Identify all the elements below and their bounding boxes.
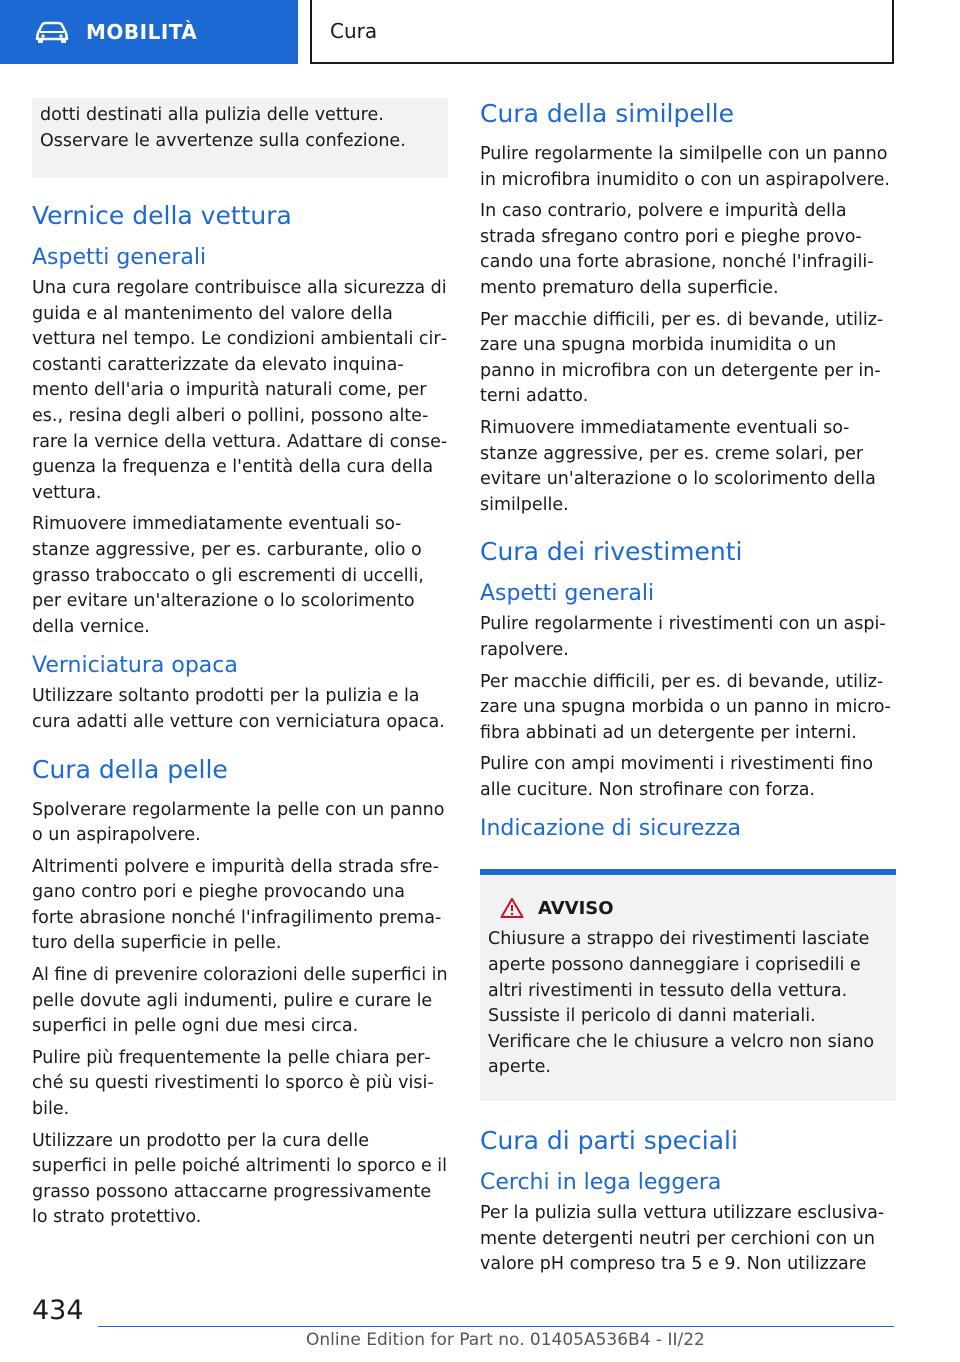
paragraph: Pulire regolarmente i rivestimenti con un aspirapolvere. <box>480 614 886 660</box>
paragraph: Altrimenti polvere e impurità della strada sfregano contro pori e pieghe provocando una forte abrasione nonché l'infragilimento prematuro della superficie in pelle. <box>32 856 442 954</box>
footer-divider <box>98 1326 894 1327</box>
heading-safety: Indicazione di sicurezza <box>480 816 742 842</box>
paragraph: Pulire più frequentemente la pelle chiara perché su questi rivestimenti lo sporco è più visibile. <box>32 1047 434 1120</box>
paragraph: Per macchie difficili, per es. di bevande, utilizzare una spugna morbida o un panno in microfibra abbinati ad un detergente per interni. <box>480 671 891 743</box>
car-icon <box>34 20 70 44</box>
paragraph: Al fine di prevenire colorazioni delle superfici in pelle dovute agli indumenti, pulire e curare le superfici in pelle ogni due mesi circa. <box>32 965 448 1037</box>
heading-faux-leather: Cura della similpelle <box>480 99 734 128</box>
paragraph: Pulire con ampi movimenti i rivestimenti fino alle cuciture. Non strofinare con forza. <box>480 754 874 800</box>
warning-text: Chiusure a strappo dei rivestimenti lasciate aperte possono danneggiare i coprisedili e altri rivestimenti in tessuto della vettura. Sussiste il pericolo di danni materiali. Verificare che le chiusure a velcro non siano aperte. <box>488 929 875 1078</box>
paragraph: Spolverare regolarmente la pelle con un panno o un aspirapolvere. <box>32 799 445 846</box>
heading-upholstery: Cura dei rivestimenti <box>480 537 743 567</box>
heading-special-parts: Cura di parti speciali <box>480 1126 738 1156</box>
chapter-tab[interactable] <box>0 0 298 64</box>
paragraph: Utilizzare un prodotto per la cura delle superfici in pelle poiché altrimenti lo sporco e il grasso possono attaccarne progressivamente lo strato protettivo. <box>32 1130 448 1228</box>
warning-header <box>488 897 888 919</box>
section-title: Cura <box>310 0 894 64</box>
footer-edition[interactable]: Online Edition for Part no. 01405A536B4 - II/22 <box>306 1330 705 1350</box>
right-column <box>480 98 896 1284</box>
heading-leather: Cura della pelle <box>32 754 228 784</box>
page-number: 434 <box>32 1295 84 1326</box>
heading-upholstery-general: Aspetti generali <box>480 581 655 607</box>
intro-note-box: dotti destinati alla pulizia delle vetture. Osservare le avvertenze sulla confezione. <box>32 98 448 178</box>
warning-box <box>480 869 896 1101</box>
warning-title: AVVISO <box>538 897 614 919</box>
paragraph: Utilizzare soltanto prodotti per la pulizia e la cura adatti alle vetture con verniciatura opaca. <box>32 686 445 732</box>
paragraph: Pulire regolarmente la similpelle con un panno in microfibra inumidito o con un aspirapolvere. <box>480 144 890 190</box>
left-column <box>32 98 448 1237</box>
heading-general: Aspetti generali <box>32 245 207 270</box>
paragraph: Per macchie difficili, per es. di bevande, utilizzare una spugna morbida inumidita o un panno in microfibra con un detergente per interni adatto. <box>480 309 884 407</box>
heading-matte: Verniciatura opaca <box>32 653 238 679</box>
paragraph: Rimuovere immediatamente eventuali sostanze aggressive, per es. creme solari, per evitare un'alterazione o lo scolorimento della similpelle. <box>480 417 876 515</box>
chapter-label: MOBILITÀ <box>86 20 198 44</box>
heading-paint: Vernice della vettura <box>32 201 292 230</box>
paragraph: Una cura regolare contribuisce alla sicurezza di guida e al mantenimento del valore della vettura nel tempo. Le condizioni ambientali circostanti caratterizzate da elevato inquinamento dell'aria o impurità naturali come, per es., resina degli alberi o pollini, possono alterare la vernice della vettura. Adattare di conseguenza la frequenza e l'entità della cura della vettura. <box>32 278 448 503</box>
paragraph: Rimuovere immediatamente eventuali sostanze aggressive, per es. carburante, olio o grasso traboccato o gli escrementi di uccelli, per evitare un'alterazione o lo scolorimento della vernice. <box>32 514 424 637</box>
paragraph: Per la pulizia sulla vettura utilizzare esclusivamente detergenti neutri per cerchioni con un valore pH compreso tra 5 e 9. Non utilizzare <box>480 1203 885 1275</box>
heading-alloy-wheels: Cerchi in lega leggera <box>480 1170 722 1196</box>
warning-triangle-icon <box>500 897 524 919</box>
paragraph: In caso contrario, polvere e impurità della strada sfregano contro pori e pieghe provocando una forte abrasione, nonché l'infragilimento prematuro della superficie. <box>480 201 874 298</box>
